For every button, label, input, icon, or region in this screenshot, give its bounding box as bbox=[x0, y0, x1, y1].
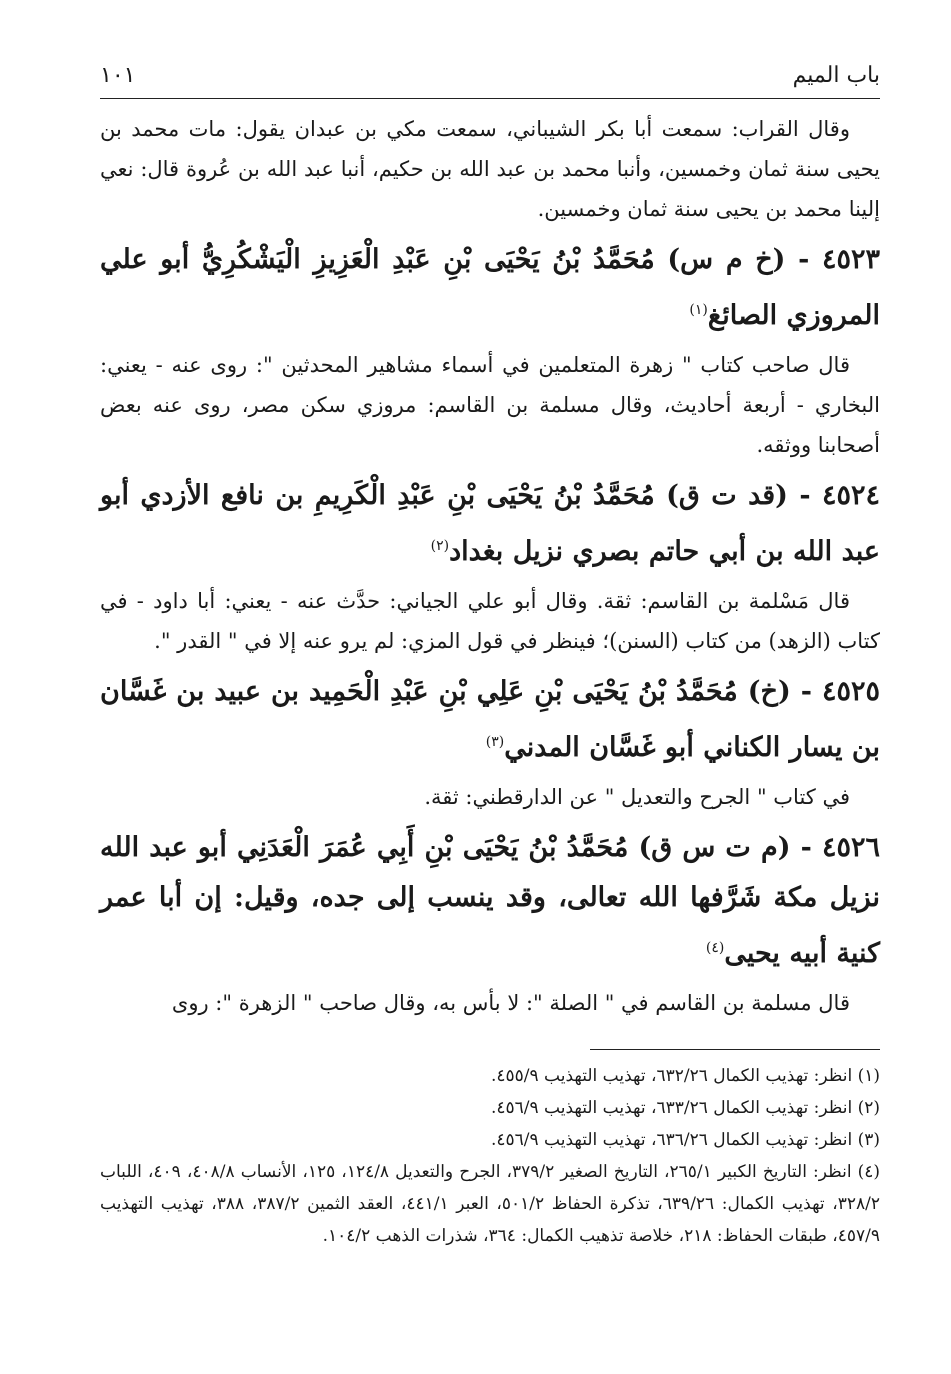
entry-text-4526: قال مسلمة بن القاسم في " الصلة ": لا بأس به، وقال صاحب " الزهرة ": روى bbox=[171, 991, 850, 1015]
footnote-3: (٣) انظر: تهذيب الكمال ٦٣٦/٢٦، تهذيب التهذيب ٤٥٦/٩. bbox=[490, 1130, 880, 1150]
entry-heading-4523 bbox=[100, 235, 880, 341]
footnote-reference: (٢) bbox=[430, 538, 450, 554]
entry-heading-4526 bbox=[100, 823, 880, 979]
book-page bbox=[100, 56, 880, 1252]
entry-heading-text: ٤٥٢٦ - (م ت س ق) مُحَمَّدُ بْنُ يَحْيَى بْنِ أَبِي عُمَرَ الْعَدَنِي أبو عبد الله نزيل مكة شَرَّفها الله تعالى، وقد ينسب إلى جده، وقيل: إن أبا عمر كنية أبيه يحيى bbox=[100, 832, 880, 969]
footnote-4: (٤) انظر: التاريخ الكبير ٢٦٥/١، التاريخ الصغير ٣٧٩/٢، الجرح والتعديل ١٢٤/٨، ١٢٥، الأنساب ٤٠٨/٨، ٤٠٩، اللباب ٣٢٨/٢، تهذيب الكمال: ٦٣٩/٢٦، تذكرة الحفاظ ٥٠١/٢، العبر ٤٤١/١، العقد الثمين ٣٨٧/٢، ٣٨٨، تهذيب التهذيب ٤٥٧/٩، طبقات الحفاظ: ٢١٨، خلاصة تذهيب الكمال: ٣٦٤، شذرات الذهب ١٠٤/٢. bbox=[100, 1162, 881, 1246]
entry-text-4524: قال مَسْلمة بن القاسم: ثقة. وقال أبو علي الجياني: حدَّث عنه - يعني: أبا داود - في كتاب (الزهد) من كتاب (السنن)؛ فينظر في قول المزي: لم يرو عنه إلا في " القدر ". bbox=[100, 589, 880, 653]
footnote-2: (٢) انظر: تهذيب الكمال ٦٣٣/٢٦، تهذيب التهذيب ٤٥٦/٩. bbox=[490, 1098, 880, 1118]
entry-heading-4524 bbox=[100, 471, 880, 577]
entry-text-4525: في كتاب " الجرح والتعديل " عن الدارقطني: ثقة. bbox=[424, 785, 850, 809]
page-number: ١٠١ bbox=[100, 63, 136, 88]
entry-heading-text: ٤٥٢٥ - (خ) مُحَمَّدُ بْنُ يَحْيَى بْنِ عَلِي بْنِ عَبْدِ الْحَمِيد بن عبيد بن غَسَّان بن يسار الكناني أبو غَسَّان المدني bbox=[100, 676, 880, 763]
entry-heading-4525 bbox=[100, 667, 880, 773]
entry-text-4523: قال صاحب كتاب " زهرة المتعلمين في أسماء مشاهير المحدثين ": روى عنه - يعني: البخاري - أربعة أحاديث، وقال مسلمة بن القاسم: مروزي سكن مصر، روى عنه بعض أصحابنا ووثقه. bbox=[100, 353, 880, 457]
running-header bbox=[100, 56, 880, 96]
footnote-divider bbox=[590, 1049, 880, 1050]
intro-paragraph: وقال القراب: سمعت أبا بكر الشيباني، سمعت مكي بن عبدان يقول: مات محمد بن يحيى سنة ثمان وخمسين، وأنبا محمد بن عبد الله بن حكيم، أنبا عبد الله بن عُروة قال: نعي إلينا محمد بن يحيى سنة ثمان وخمسين. bbox=[100, 117, 880, 221]
footnote-reference: (١) bbox=[689, 302, 708, 318]
header-divider bbox=[100, 98, 880, 99]
footnote-1: (١) انظر: تهذيب الكمال ٦٣٢/٢٦، تهذيب التهذيب ٤٥٥/٩. bbox=[490, 1066, 880, 1086]
footnote-reference: (٤) bbox=[705, 940, 725, 956]
chapter-title: باب الميم bbox=[792, 63, 880, 88]
footnote-reference: (٣) bbox=[485, 734, 505, 750]
entry-heading-text: ٤٥٢٤ - (قد ت ق) مُحَمَّدُ بْنُ يَحْيَى بْنِ عَبْدِ الْكَرِيمِ بن نافع الأزدي أبو عبد الله بن أبي حاتم بصري نزيل بغداد bbox=[100, 480, 880, 567]
entry-heading-text: ٤٥٢٣ - (خ م س) مُحَمَّدُ بْنُ يَحْيَى بْنِ عَبْدِ الْعَزِيزِ الْيَشْكُرِيُّ أبو علي المروزي الصائغ bbox=[100, 244, 880, 331]
